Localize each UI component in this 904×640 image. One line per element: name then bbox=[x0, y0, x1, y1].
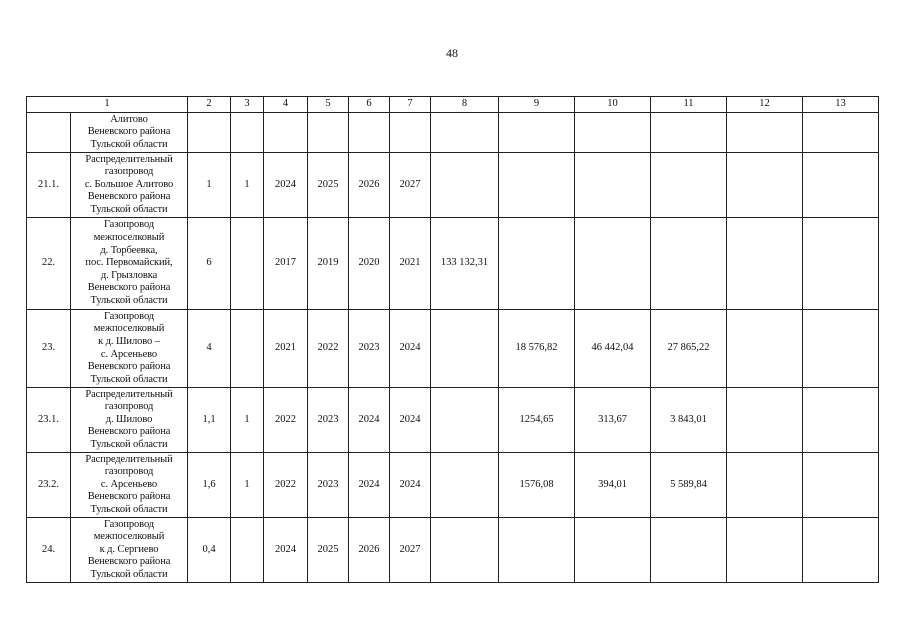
row-number-cell: 23.1. bbox=[27, 388, 71, 453]
value-cell-c3: 1 bbox=[231, 388, 264, 453]
object-name-line: Тульской области bbox=[90, 294, 168, 306]
value-cell-c12 bbox=[727, 218, 803, 310]
object-name-cell bbox=[71, 113, 188, 153]
value-cell-c9 bbox=[499, 518, 575, 583]
object-name-line: Веневского района bbox=[87, 491, 171, 503]
object-name-line: газопровод bbox=[104, 466, 154, 478]
value-cell-c7 bbox=[390, 113, 431, 153]
value-cell-c7: 2024 bbox=[390, 453, 431, 518]
value-cell-c11 bbox=[651, 218, 727, 310]
object-name-cell bbox=[71, 388, 188, 453]
value-cell-c11 bbox=[651, 518, 727, 583]
value-cell-c11: 27 865,22 bbox=[651, 310, 727, 388]
object-name-line: Тульской области bbox=[90, 568, 168, 580]
table-row bbox=[27, 388, 879, 453]
column-number-row bbox=[27, 97, 879, 113]
object-name-cell bbox=[71, 518, 188, 583]
column-header: 5 bbox=[308, 97, 349, 113]
table-row bbox=[27, 218, 879, 310]
value-cell-c2 bbox=[188, 113, 231, 153]
value-cell-c6: 2026 bbox=[349, 153, 390, 218]
value-cell-c11: 3 843,01 bbox=[651, 388, 727, 453]
row-number-cell: 23. bbox=[27, 310, 71, 388]
object-name-line: Веневского района bbox=[87, 556, 171, 568]
object-name-line: Веневского района bbox=[87, 191, 171, 203]
object-name-line: межпоселковый bbox=[93, 232, 165, 244]
object-name-cell bbox=[71, 453, 188, 518]
column-header: 6 bbox=[349, 97, 390, 113]
table-row bbox=[27, 518, 879, 583]
value-cell-c4: 2021 bbox=[264, 310, 308, 388]
table-row bbox=[27, 453, 879, 518]
value-cell-c8 bbox=[431, 388, 499, 453]
object-name-line: пос. Первомайский, bbox=[85, 257, 173, 269]
object-name-line: Веневского района bbox=[87, 361, 171, 373]
value-cell-c8 bbox=[431, 518, 499, 583]
gas-pipeline-table bbox=[26, 96, 879, 583]
object-name-line: д. Шилово bbox=[105, 413, 153, 425]
value-cell-c2: 0,4 bbox=[188, 518, 231, 583]
value-cell-c7: 2024 bbox=[390, 310, 431, 388]
object-name-cell bbox=[71, 153, 188, 218]
object-name-line: Распределительный bbox=[85, 153, 173, 165]
object-name-line: к д. Сергиево bbox=[99, 543, 159, 555]
value-cell-c7: 2027 bbox=[390, 153, 431, 218]
page-number: 48 bbox=[446, 46, 458, 60]
value-cell-c10: 394,01 bbox=[575, 453, 651, 518]
value-cell-c6: 2026 bbox=[349, 518, 390, 583]
value-cell-c3 bbox=[231, 218, 264, 310]
object-name-line: Веневского района bbox=[87, 126, 171, 138]
value-cell-c3: 1 bbox=[231, 453, 264, 518]
object-name-line: межпоселковый bbox=[93, 531, 165, 543]
value-cell-c13 bbox=[803, 518, 879, 583]
value-cell-c5: 2023 bbox=[308, 453, 349, 518]
object-name-line: Веневского района bbox=[87, 282, 171, 294]
value-cell-c9: 1576,08 bbox=[499, 453, 575, 518]
object-name-line: Распределительный bbox=[85, 388, 173, 400]
value-cell-c5: 2025 bbox=[308, 518, 349, 583]
row-number-cell: 21.1. bbox=[27, 153, 71, 218]
value-cell-c10 bbox=[575, 218, 651, 310]
value-cell-c2: 1 bbox=[188, 153, 231, 218]
value-cell-c7: 2024 bbox=[390, 388, 431, 453]
row-number-cell: 23.2. bbox=[27, 453, 71, 518]
value-cell-c3 bbox=[231, 518, 264, 583]
value-cell-c9 bbox=[499, 113, 575, 153]
row-number-cell: 24. bbox=[27, 518, 71, 583]
object-name-line: с. Большое Алитово bbox=[84, 178, 174, 190]
object-name-line: Веневского района bbox=[87, 426, 171, 438]
column-header: 8 bbox=[431, 97, 499, 113]
value-cell-c3 bbox=[231, 113, 264, 153]
object-name-line: Тульской области bbox=[90, 373, 168, 385]
value-cell-c13 bbox=[803, 113, 879, 153]
object-name-line: с. Арсеньево bbox=[100, 348, 158, 360]
value-cell-c2: 1,6 bbox=[188, 453, 231, 518]
object-name-line: д. Торбеевка, bbox=[100, 244, 158, 256]
object-name-line: Алитово bbox=[110, 113, 148, 125]
column-header: 3 bbox=[231, 97, 264, 113]
table-row bbox=[27, 153, 879, 218]
column-header: 12 bbox=[727, 97, 803, 113]
value-cell-c4 bbox=[264, 113, 308, 153]
value-cell-c13 bbox=[803, 310, 879, 388]
value-cell-c11 bbox=[651, 153, 727, 218]
value-cell-c8 bbox=[431, 113, 499, 153]
object-name-cell bbox=[71, 310, 188, 388]
value-cell-c9 bbox=[499, 218, 575, 310]
value-cell-c13 bbox=[803, 453, 879, 518]
value-cell-c7: 2021 bbox=[390, 218, 431, 310]
value-cell-c6: 2024 bbox=[349, 388, 390, 453]
object-name-line: газопровод bbox=[104, 401, 154, 413]
value-cell-c13 bbox=[803, 218, 879, 310]
value-cell-c12 bbox=[727, 310, 803, 388]
value-cell-c9: 18 576,82 bbox=[499, 310, 575, 388]
value-cell-c5: 2022 bbox=[308, 310, 349, 388]
column-header: 9 bbox=[499, 97, 575, 113]
value-cell-c6: 2023 bbox=[349, 310, 390, 388]
value-cell-c6 bbox=[349, 113, 390, 153]
column-header: 11 bbox=[651, 97, 727, 113]
object-name-line: д. Грызловка bbox=[100, 269, 158, 281]
row-number-cell: 22. bbox=[27, 218, 71, 310]
column-header: 13 bbox=[803, 97, 879, 113]
value-cell-c10 bbox=[575, 113, 651, 153]
value-cell-c2: 6 bbox=[188, 218, 231, 310]
value-cell-c10 bbox=[575, 518, 651, 583]
value-cell-c8 bbox=[431, 453, 499, 518]
object-name-cell bbox=[71, 218, 188, 310]
value-cell-c5: 2023 bbox=[308, 388, 349, 453]
value-cell-c5: 2025 bbox=[308, 153, 349, 218]
value-cell-c12 bbox=[727, 153, 803, 218]
value-cell-c13 bbox=[803, 153, 879, 218]
table-row bbox=[27, 310, 879, 388]
row-number-cell bbox=[27, 113, 71, 153]
value-cell-c12 bbox=[727, 388, 803, 453]
value-cell-c10 bbox=[575, 153, 651, 218]
value-cell-c9 bbox=[499, 153, 575, 218]
value-cell-c10: 313,67 bbox=[575, 388, 651, 453]
object-name-line: с. Арсеньево bbox=[100, 478, 158, 490]
value-cell-c2: 1,1 bbox=[188, 388, 231, 453]
table-body bbox=[27, 113, 879, 583]
value-cell-c5 bbox=[308, 113, 349, 153]
table-row bbox=[27, 113, 879, 153]
column-header: 4 bbox=[264, 97, 308, 113]
value-cell-c4: 2022 bbox=[264, 388, 308, 453]
object-name-line: Газопровод bbox=[103, 518, 155, 530]
value-cell-c8: 133 132,31 bbox=[431, 218, 499, 310]
object-name-line: к д. Шилово – bbox=[98, 335, 160, 347]
object-name-line: Тульской области bbox=[90, 203, 168, 215]
value-cell-c3 bbox=[231, 310, 264, 388]
value-cell-c4: 2017 bbox=[264, 218, 308, 310]
value-cell-c11: 5 589,84 bbox=[651, 453, 727, 518]
object-name-line: Тульской области bbox=[90, 438, 168, 450]
value-cell-c11 bbox=[651, 113, 727, 153]
object-name-line: межпоселковый bbox=[93, 323, 165, 335]
value-cell-c8 bbox=[431, 310, 499, 388]
value-cell-c7: 2027 bbox=[390, 518, 431, 583]
value-cell-c4: 2022 bbox=[264, 453, 308, 518]
value-cell-c4: 2024 bbox=[264, 518, 308, 583]
value-cell-c3: 1 bbox=[231, 153, 264, 218]
value-cell-c12 bbox=[727, 113, 803, 153]
object-name-line: Газопровод bbox=[103, 219, 155, 231]
value-cell-c10: 46 442,04 bbox=[575, 310, 651, 388]
value-cell-c6: 2020 bbox=[349, 218, 390, 310]
object-name-line: Распределительный bbox=[85, 453, 173, 465]
object-name-line: Газопровод bbox=[103, 310, 155, 322]
value-cell-c6: 2024 bbox=[349, 453, 390, 518]
value-cell-c12 bbox=[727, 453, 803, 518]
value-cell-c5: 2019 bbox=[308, 218, 349, 310]
value-cell-c4: 2024 bbox=[264, 153, 308, 218]
value-cell-c12 bbox=[727, 518, 803, 583]
value-cell-c9: 1254,65 bbox=[499, 388, 575, 453]
value-cell-c13 bbox=[803, 388, 879, 453]
column-header: 10 bbox=[575, 97, 651, 113]
object-name-line: газопровод bbox=[104, 166, 154, 178]
value-cell-c2: 4 bbox=[188, 310, 231, 388]
column-header: 2 bbox=[188, 97, 231, 113]
value-cell-c8 bbox=[431, 153, 499, 218]
column-header: 1 bbox=[27, 97, 188, 113]
object-name-line: Тульской области bbox=[90, 503, 168, 515]
column-header: 7 bbox=[390, 97, 431, 113]
object-name-line: Тульской области bbox=[90, 138, 168, 150]
